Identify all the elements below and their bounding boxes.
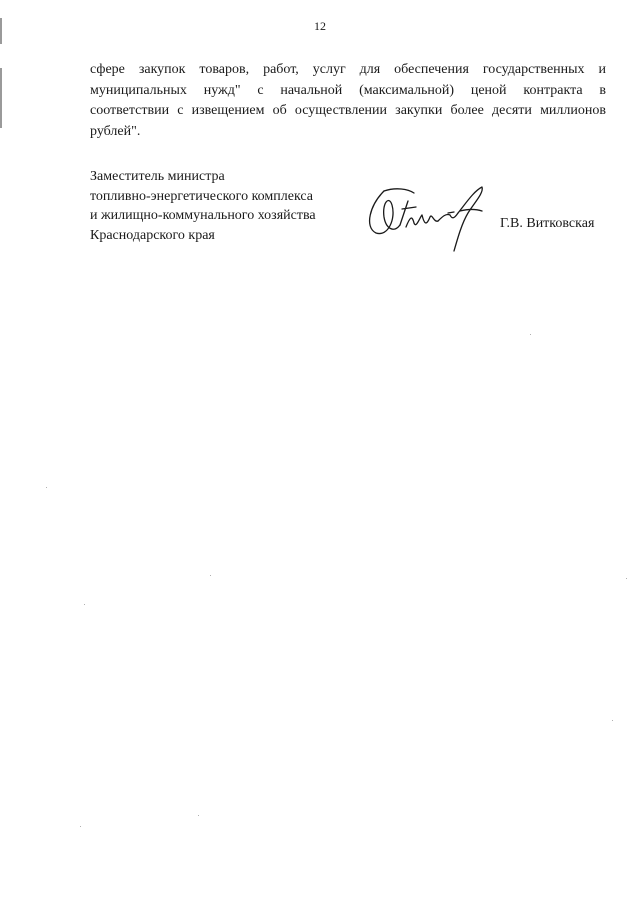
scan-speck — [46, 487, 47, 488]
body-paragraph — [90, 60, 606, 142]
paragraph-line: рублей". — [90, 123, 141, 139]
paragraph-line: соответствии с извещением об осуществлении закупки более десяти миллионов — [90, 103, 606, 118]
scan-speck — [198, 815, 199, 816]
scan-speck — [612, 720, 613, 721]
signer-title-line: топливно-энергетического комплекса — [90, 188, 313, 204]
scan-speck — [530, 334, 531, 335]
scan-speck — [80, 826, 81, 827]
signer-name: Г.В. Витковская — [500, 216, 595, 231]
page-number: 12 — [314, 19, 326, 33]
signer-title-line: и жилищно-коммунального хозяйства — [90, 208, 316, 223]
signer-title — [90, 167, 316, 245]
handwritten-signature — [362, 183, 492, 255]
scan-speck — [210, 575, 211, 576]
scan-speck — [626, 578, 627, 579]
paragraph-line: муниципальных нужд" с начальной (максимальной) ценой контракта в — [90, 82, 606, 98]
scan-speck — [84, 604, 85, 605]
signer-title-line: Краснодарского края — [90, 227, 215, 243]
paragraph-line: сфере закупок товаров, работ, услуг для обеспечения государственных и — [90, 62, 606, 77]
scan-edge-mark — [0, 68, 2, 128]
signer-title-line: Заместитель министра — [90, 169, 225, 184]
